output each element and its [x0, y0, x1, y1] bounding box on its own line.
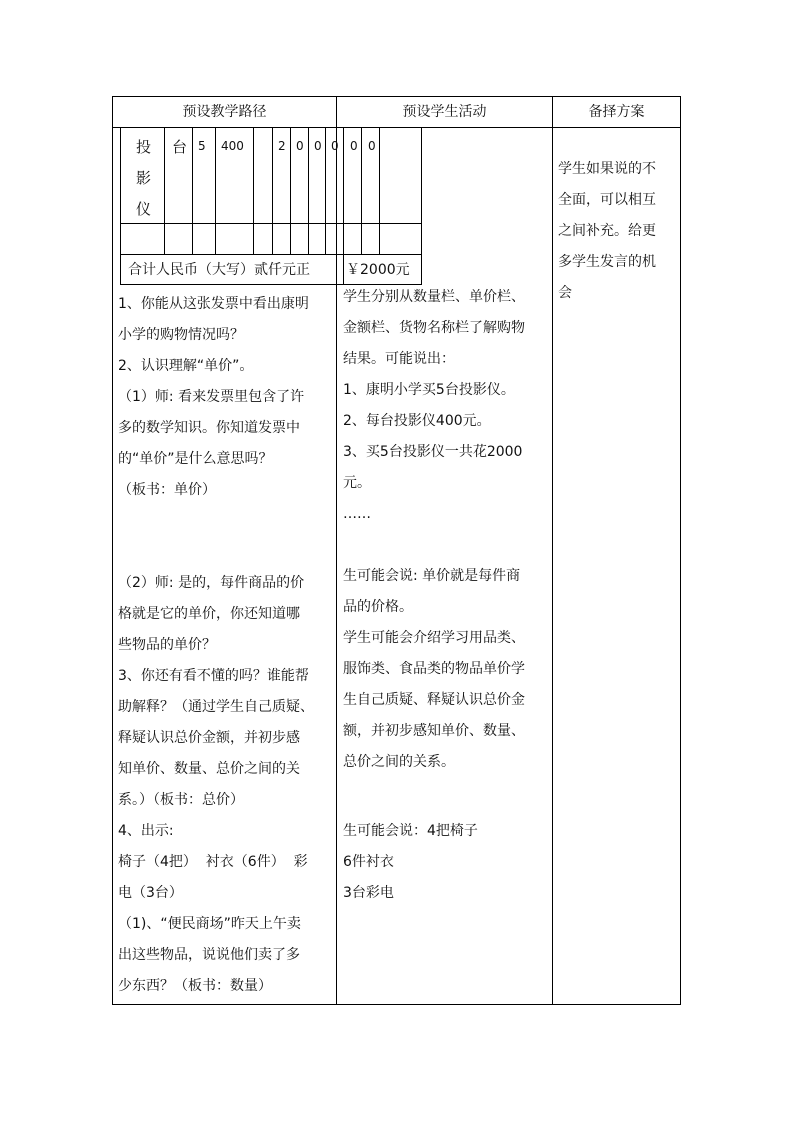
invoice-col-line [192, 128, 193, 255]
header-alternative-plan: 备择方案 [588, 104, 645, 120]
teaching-line: 出这些物品，说说他们卖了多 [118, 947, 300, 963]
activity-line: 金额栏、货物名称栏了解购物 [343, 320, 525, 336]
invoice-total-value: ￥2000元 [346, 262, 410, 278]
activity-line: 3台彩电 [343, 885, 394, 901]
student-activity-text [343, 282, 525, 909]
invoice-row-divider-1 [120, 223, 421, 224]
teaching-line: 多的数学知识。你知道发票中 [118, 420, 300, 436]
teaching-line: 电（3台） [118, 885, 183, 901]
activity-line: 学生分别从数量栏、单价栏、 [343, 289, 525, 305]
invoice-price: 400 [221, 139, 244, 153]
invoice-item-char: 投 [136, 138, 152, 156]
table-col-divider-2 [552, 96, 553, 1005]
activity-line: 服饰类、食品类的物品单价学 [343, 661, 525, 677]
teaching-line: 释疑认识总价金额，并初步感 [118, 730, 300, 746]
plan-line: 多学生发言的机 [558, 254, 656, 270]
table-header-divider [112, 127, 681, 128]
activity-line: 总价之间的关系。 [343, 754, 455, 770]
teaching-line: 些物品的单价？ [118, 637, 216, 653]
teaching-line: 知单价、数量、总价之间的关 [118, 761, 300, 777]
invoice-col-line [164, 128, 165, 255]
invoice-amount-digit: 0 [350, 139, 358, 153]
teaching-line: 4、出示: [118, 823, 174, 839]
invoice-col-line [290, 128, 291, 255]
teaching-line: （板书：单价） [118, 482, 216, 498]
table-border-bottom [112, 1004, 681, 1005]
teaching-line [118, 537, 314, 568]
table-col-divider-1 [336, 96, 337, 1005]
teaching-line: 椅子（4把） 衬衣（6件） 彩 [118, 854, 308, 870]
header-student-activity: 预设学生活动 [402, 104, 487, 120]
table-border-right [680, 96, 681, 1005]
teaching-line [118, 506, 314, 537]
teaching-line: 系。）（板书：总价） [118, 792, 244, 808]
invoice-col-line [120, 128, 121, 285]
activity-line: 额，并初步感知单价、数量、 [343, 723, 525, 739]
invoice-col-line [325, 128, 326, 255]
activity-line: 3、买5台投影仪一共花2000 [343, 444, 523, 460]
activity-line [343, 778, 525, 816]
activity-line: 生自己质疑、释疑认识总价金 [343, 692, 525, 708]
alternative-plan-text [558, 154, 656, 309]
invoice-unit: 台 [172, 138, 188, 156]
plan-line: 会 [558, 285, 572, 301]
invoice-col-line [379, 128, 380, 255]
teaching-line: 少东西？（板书：数量） [118, 978, 272, 994]
teaching-line: 助解释？（通过学生自己质疑、 [118, 699, 314, 715]
invoice-col-line [253, 128, 254, 255]
invoice-amount-digit: 0 [314, 139, 322, 153]
teaching-line: 2、认识理解“单价”。 [118, 358, 254, 374]
invoice-row-divider-2 [120, 254, 421, 255]
invoice-quantity: 5 [198, 139, 206, 153]
activity-line: 品的价格。 [343, 599, 413, 615]
table-border-left [112, 96, 113, 1005]
activity-line: 生可能会说：4把椅子 [343, 823, 478, 839]
invoice-amount-digit: 0 [368, 139, 376, 153]
activity-line: 元。 [343, 475, 371, 491]
teaching-line: （1）师: 看来发票里包含了许 [118, 389, 305, 405]
teaching-line: 1、你能从这张发票中看出康明 [118, 296, 309, 312]
teaching-path-text [118, 289, 314, 1002]
teaching-line: （2）师: 是的，每件商品的价 [118, 575, 305, 591]
invoice-item-char: 影 [136, 169, 152, 187]
teaching-line: 的“单价”是什么意思吗？ [118, 451, 273, 467]
invoice-col-line [308, 128, 309, 255]
invoice-col-line [361, 128, 362, 255]
activity-line: 1、康明小学买5台投影仪。 [343, 382, 515, 398]
teaching-line: 3、你还有看不懂的吗？谁能帮 [118, 668, 309, 684]
activity-line: 2、每台投影仪400元。 [343, 413, 491, 429]
activity-line: 生可能会说: 单价就是每件商 [343, 568, 521, 584]
activity-line: 学生可能会介绍学习用品类、 [343, 630, 525, 646]
teaching-line: 小学的购物情况吗？ [118, 327, 244, 343]
activity-line: 6件衬衣 [343, 854, 394, 870]
invoice-col-line [272, 128, 273, 255]
activity-line: 结果。可能说出： [343, 351, 455, 367]
plan-line: 学生如果说的不 [558, 161, 656, 177]
invoice-amount-digit: 0 [296, 139, 304, 153]
teaching-line: （1)、“便民商场”昨天上午卖 [118, 916, 301, 932]
invoice-total-label: 合计人民币（大写）贰仟元正 [128, 262, 310, 278]
invoice-item-char: 仪 [136, 200, 152, 218]
header-teaching-path: 预设教学路径 [182, 104, 267, 120]
plan-line: 之间补充。给更 [558, 223, 656, 239]
teaching-line: 格就是它的单价，你还知道哪 [118, 606, 300, 622]
plan-line: 全面，可以相互 [558, 192, 656, 208]
invoice-col-line [343, 128, 344, 285]
activity-line: …… [343, 506, 371, 522]
invoice-col-line [421, 128, 422, 285]
invoice-col-line [215, 128, 216, 255]
invoice-amount-digit: 0 [331, 139, 339, 153]
invoice-amount-digit: 2 [278, 139, 286, 153]
activity-line [343, 530, 525, 561]
